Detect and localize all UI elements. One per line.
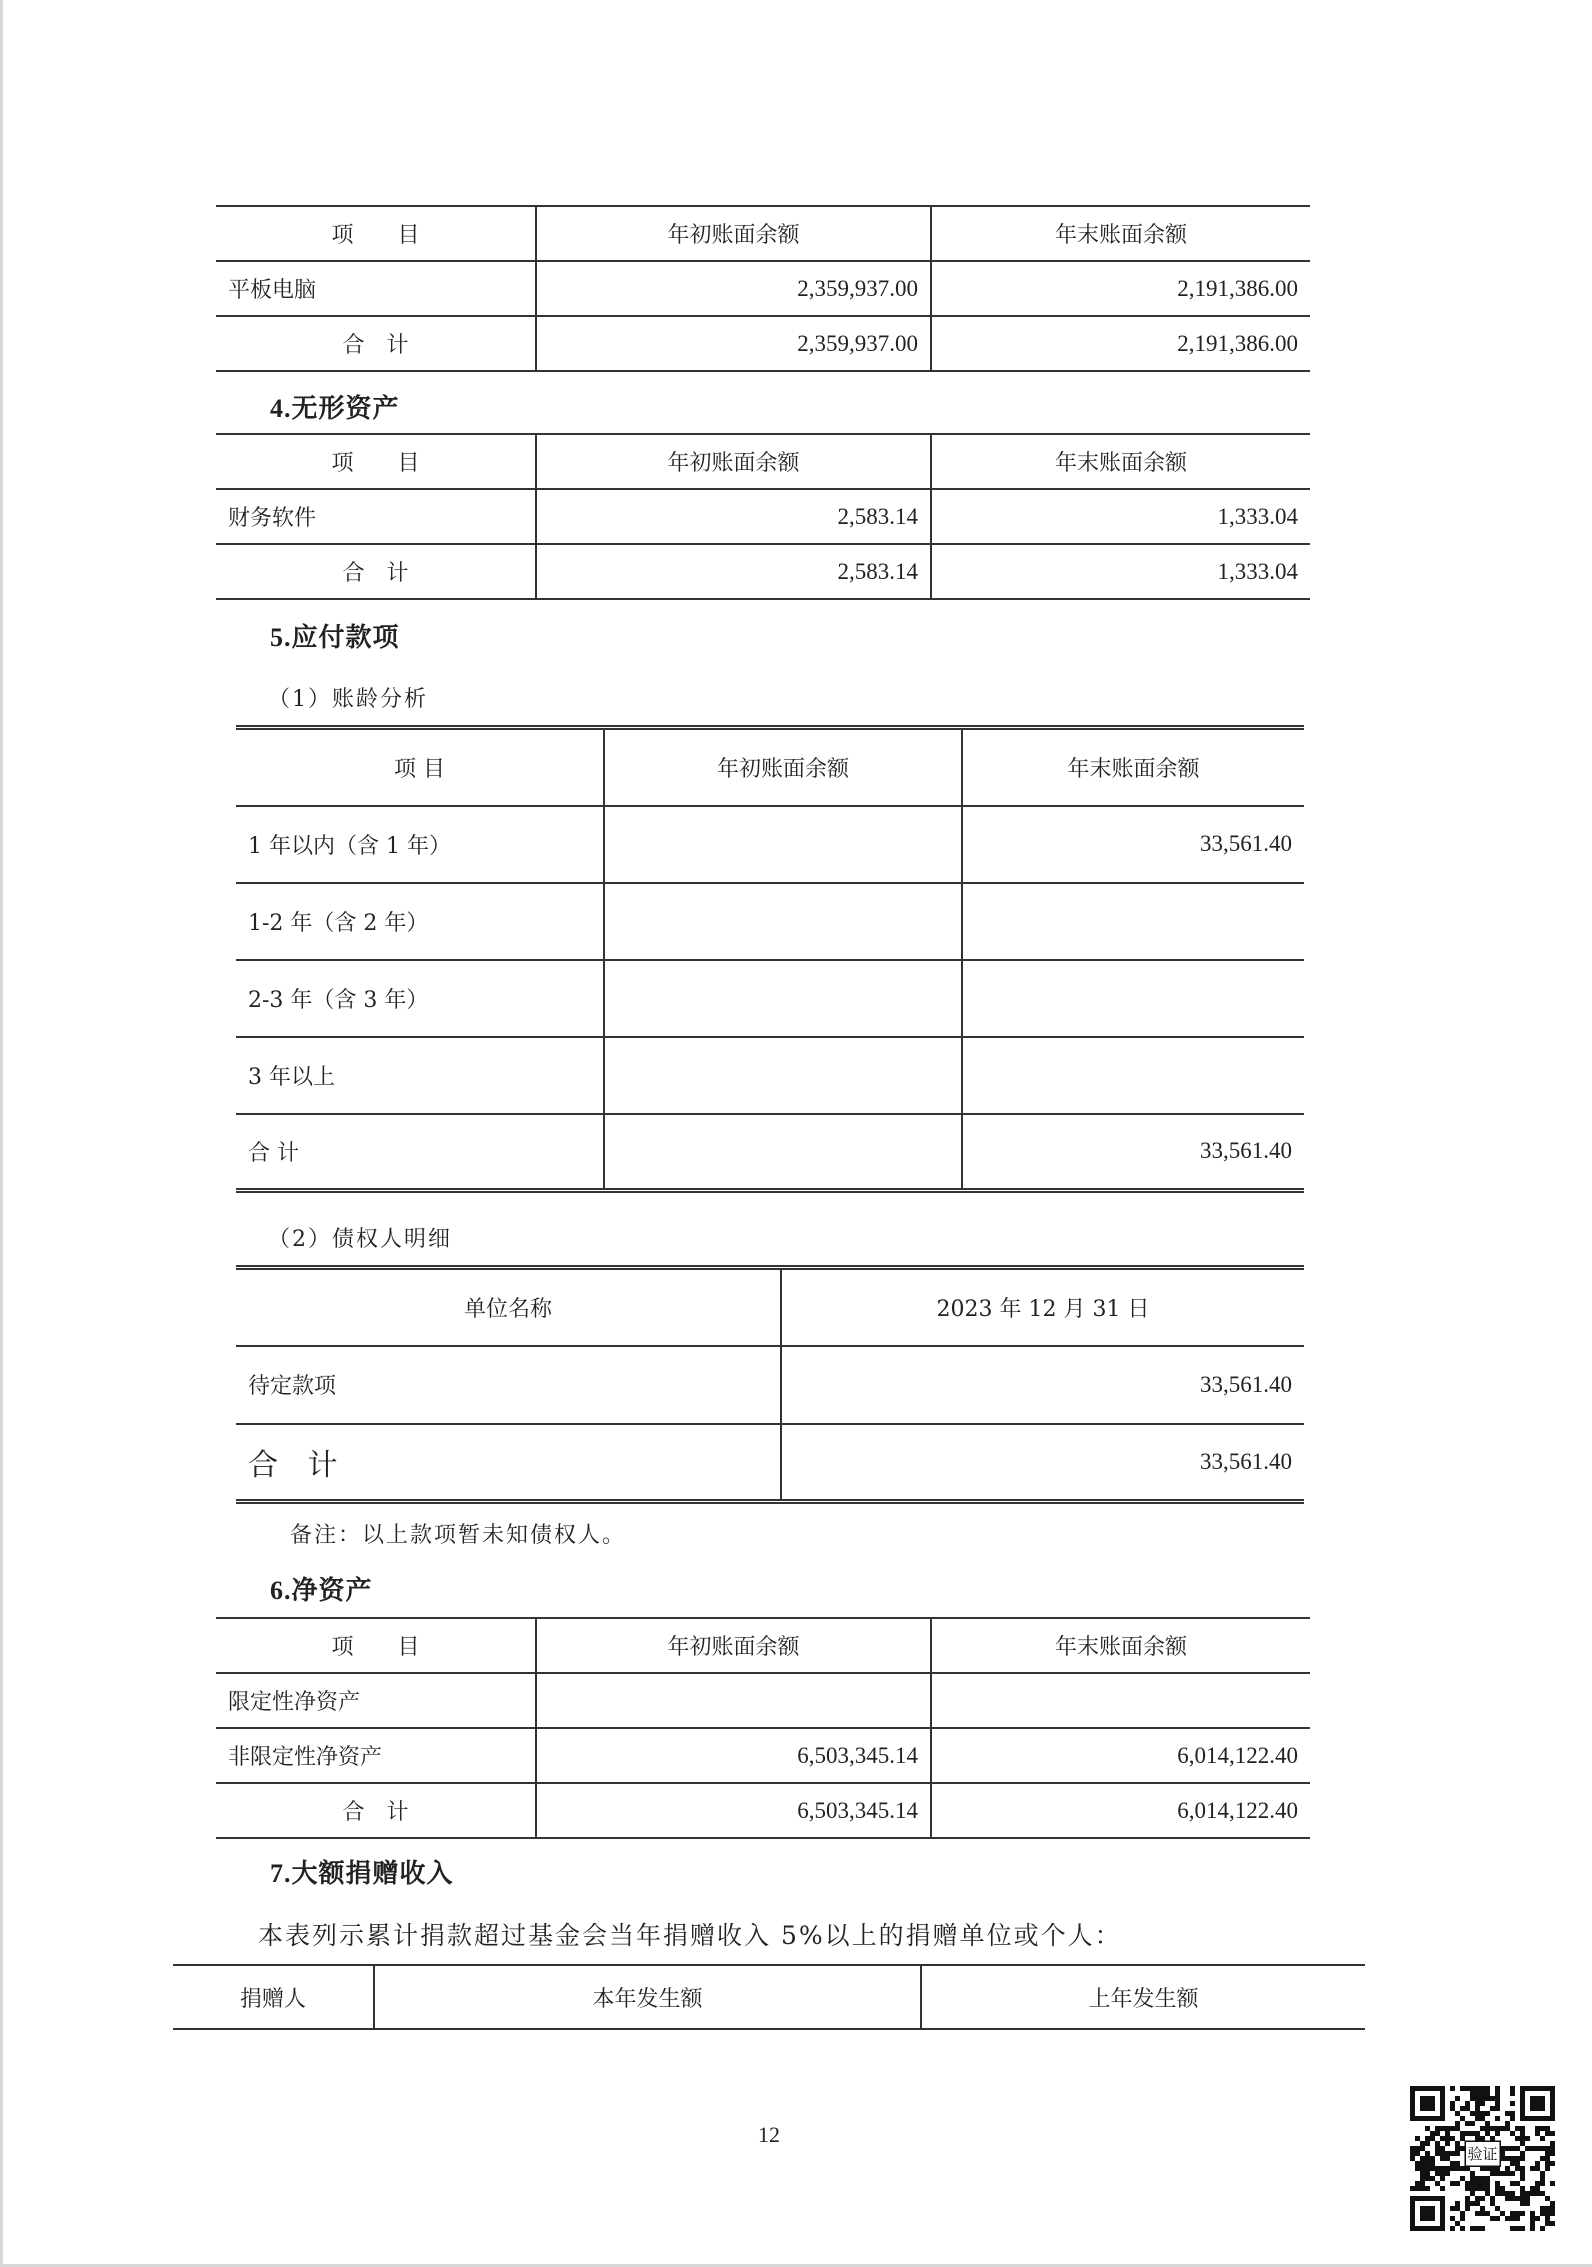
total-row (216, 544, 1310, 599)
header-item: 项 目 (216, 434, 536, 489)
table-header-row (216, 434, 1310, 489)
header-previous-year: 上年发生额 (1088, 1986, 1199, 2012)
page-number: 12 (758, 2122, 780, 2147)
fixed-asset-table (216, 205, 1310, 372)
table-row (236, 1037, 1304, 1114)
row-item: 非限定性净资产 (216, 1728, 536, 1783)
row-item: 1 年以内（含 1 年） (236, 806, 604, 883)
intangible-asset-table (216, 433, 1310, 600)
row-item: 3 年以上 (236, 1037, 604, 1114)
row-item: 合 计 (236, 1114, 604, 1191)
section-number: 6. (270, 1576, 292, 1605)
section-4-heading (270, 388, 400, 425)
header-end-balance: 年末账面余额 (1054, 223, 1187, 248)
header-donor: 捐赠人 (173, 1965, 374, 2029)
donation-table (173, 1964, 1365, 2030)
table-row (236, 960, 1304, 1037)
row-start: 2,583.14 (536, 489, 931, 544)
table-row (216, 261, 1310, 316)
row-end: 2,191,386.00 (1177, 275, 1298, 301)
row-start (604, 1037, 962, 1114)
aging-table (236, 725, 1304, 1193)
row-start (604, 806, 962, 883)
row-start: 2,359,937.00 (536, 316, 931, 371)
total-row (216, 316, 1310, 371)
row-item: 合 计 (216, 1783, 536, 1838)
row-end: 1,333.04 (1217, 503, 1298, 529)
net-assets-table (216, 1617, 1310, 1839)
header-start-balance: 年初账面余额 (536, 434, 931, 489)
section-title: 应付款项 (291, 623, 400, 653)
header-end-balance: 年末账面余额 (1067, 756, 1200, 782)
row-end: 2,191,386.00 (1177, 330, 1298, 356)
row-start: 6,503,345.14 (536, 1728, 931, 1783)
header-unit-name: 单位名称 (236, 1268, 781, 1346)
header-start-balance: 年初账面余额 (536, 1618, 931, 1673)
row-item: 限定性净资产 (216, 1673, 536, 1728)
total-row (216, 1783, 1310, 1838)
table-row (236, 1346, 1304, 1424)
row-end (962, 960, 1304, 1037)
row-end (962, 883, 1304, 960)
section-number: 7. (270, 1859, 292, 1888)
row-end: 33,561.40 (1200, 1138, 1292, 1164)
row-end: 1,333.04 (1217, 558, 1298, 584)
header-start-balance: 年初账面余额 (604, 728, 962, 806)
table-header-row (216, 206, 1310, 261)
creditor-detail-subtitle: （2）债权人明细 (268, 1227, 452, 1252)
table-header-row (216, 1618, 1310, 1673)
creditor-table (236, 1265, 1304, 1504)
header-item: 项 目 (236, 728, 604, 806)
row-start (604, 960, 962, 1037)
section-number: 5. (270, 623, 292, 652)
header-end-balance: 年末账面余额 (1054, 1635, 1187, 1660)
table-row (236, 806, 1304, 883)
row-item: 合 计 (216, 544, 536, 599)
row-start (604, 1114, 962, 1191)
row-start (604, 883, 962, 960)
header-item: 项 目 (216, 206, 536, 261)
section-7-heading (270, 1853, 454, 1890)
row-item: 2-3 年（含 3 年） (236, 960, 604, 1037)
table-row (216, 1673, 1310, 1728)
row-name: 合 计 (236, 1424, 781, 1502)
row-end: 6,014,122.40 (1177, 1797, 1298, 1823)
row-end (931, 1673, 1310, 1728)
qr-label: 验证 (1467, 2145, 1498, 2163)
table-row (236, 883, 1304, 960)
table-header-row (236, 728, 1304, 806)
section-title: 大额捐赠收入 (291, 1859, 454, 1889)
row-item: 1-2 年（含 2 年） (236, 883, 604, 960)
row-end (962, 1037, 1304, 1114)
row-start: 2,583.14 (536, 544, 931, 599)
section-6-heading (270, 1570, 373, 1607)
verification-qr-code (1410, 2086, 1555, 2231)
row-item: 平板电脑 (216, 261, 536, 316)
scan-edge-left (0, 0, 3, 2267)
table-header-row (236, 1268, 1304, 1346)
section-5-heading (270, 617, 400, 654)
header-date: 2023 年 12 月 31 日 (936, 1296, 1150, 1322)
total-row (236, 1114, 1304, 1191)
table-row (216, 1728, 1310, 1783)
section-7-description: 本表列示累计捐款超过基金会当年捐赠收入 5%以上的捐赠单位或个人： (258, 1921, 1122, 1950)
row-end: 33,561.40 (1200, 831, 1292, 856)
row-start (536, 1673, 931, 1728)
note-text: 备注：以上款项暂未知债权人。 (290, 1523, 627, 1548)
row-item: 合 计 (216, 316, 536, 371)
total-row (236, 1424, 1304, 1502)
row-value: 33,561.40 (1200, 1371, 1292, 1397)
section-title: 无形资产 (291, 394, 400, 424)
row-item: 财务软件 (216, 489, 536, 544)
row-value: 33,561.40 (1200, 1448, 1292, 1474)
section-number: 4. (270, 394, 292, 423)
row-start: 6,503,345.14 (536, 1783, 931, 1838)
row-start: 2,359,937.00 (536, 261, 931, 316)
row-name: 待定款项 (236, 1346, 781, 1424)
header-end-balance: 年末账面余额 (1054, 451, 1187, 476)
header-item: 项 目 (216, 1618, 536, 1673)
aging-analysis-subtitle: （1）账龄分析 (268, 687, 428, 712)
table-header-row (173, 1965, 1365, 2029)
table-row (216, 489, 1310, 544)
section-title: 净资产 (291, 1576, 373, 1606)
header-start-balance: 年初账面余额 (536, 206, 931, 261)
row-end: 6,014,122.40 (1177, 1742, 1298, 1768)
header-current-year: 本年发生额 (374, 1965, 921, 2029)
